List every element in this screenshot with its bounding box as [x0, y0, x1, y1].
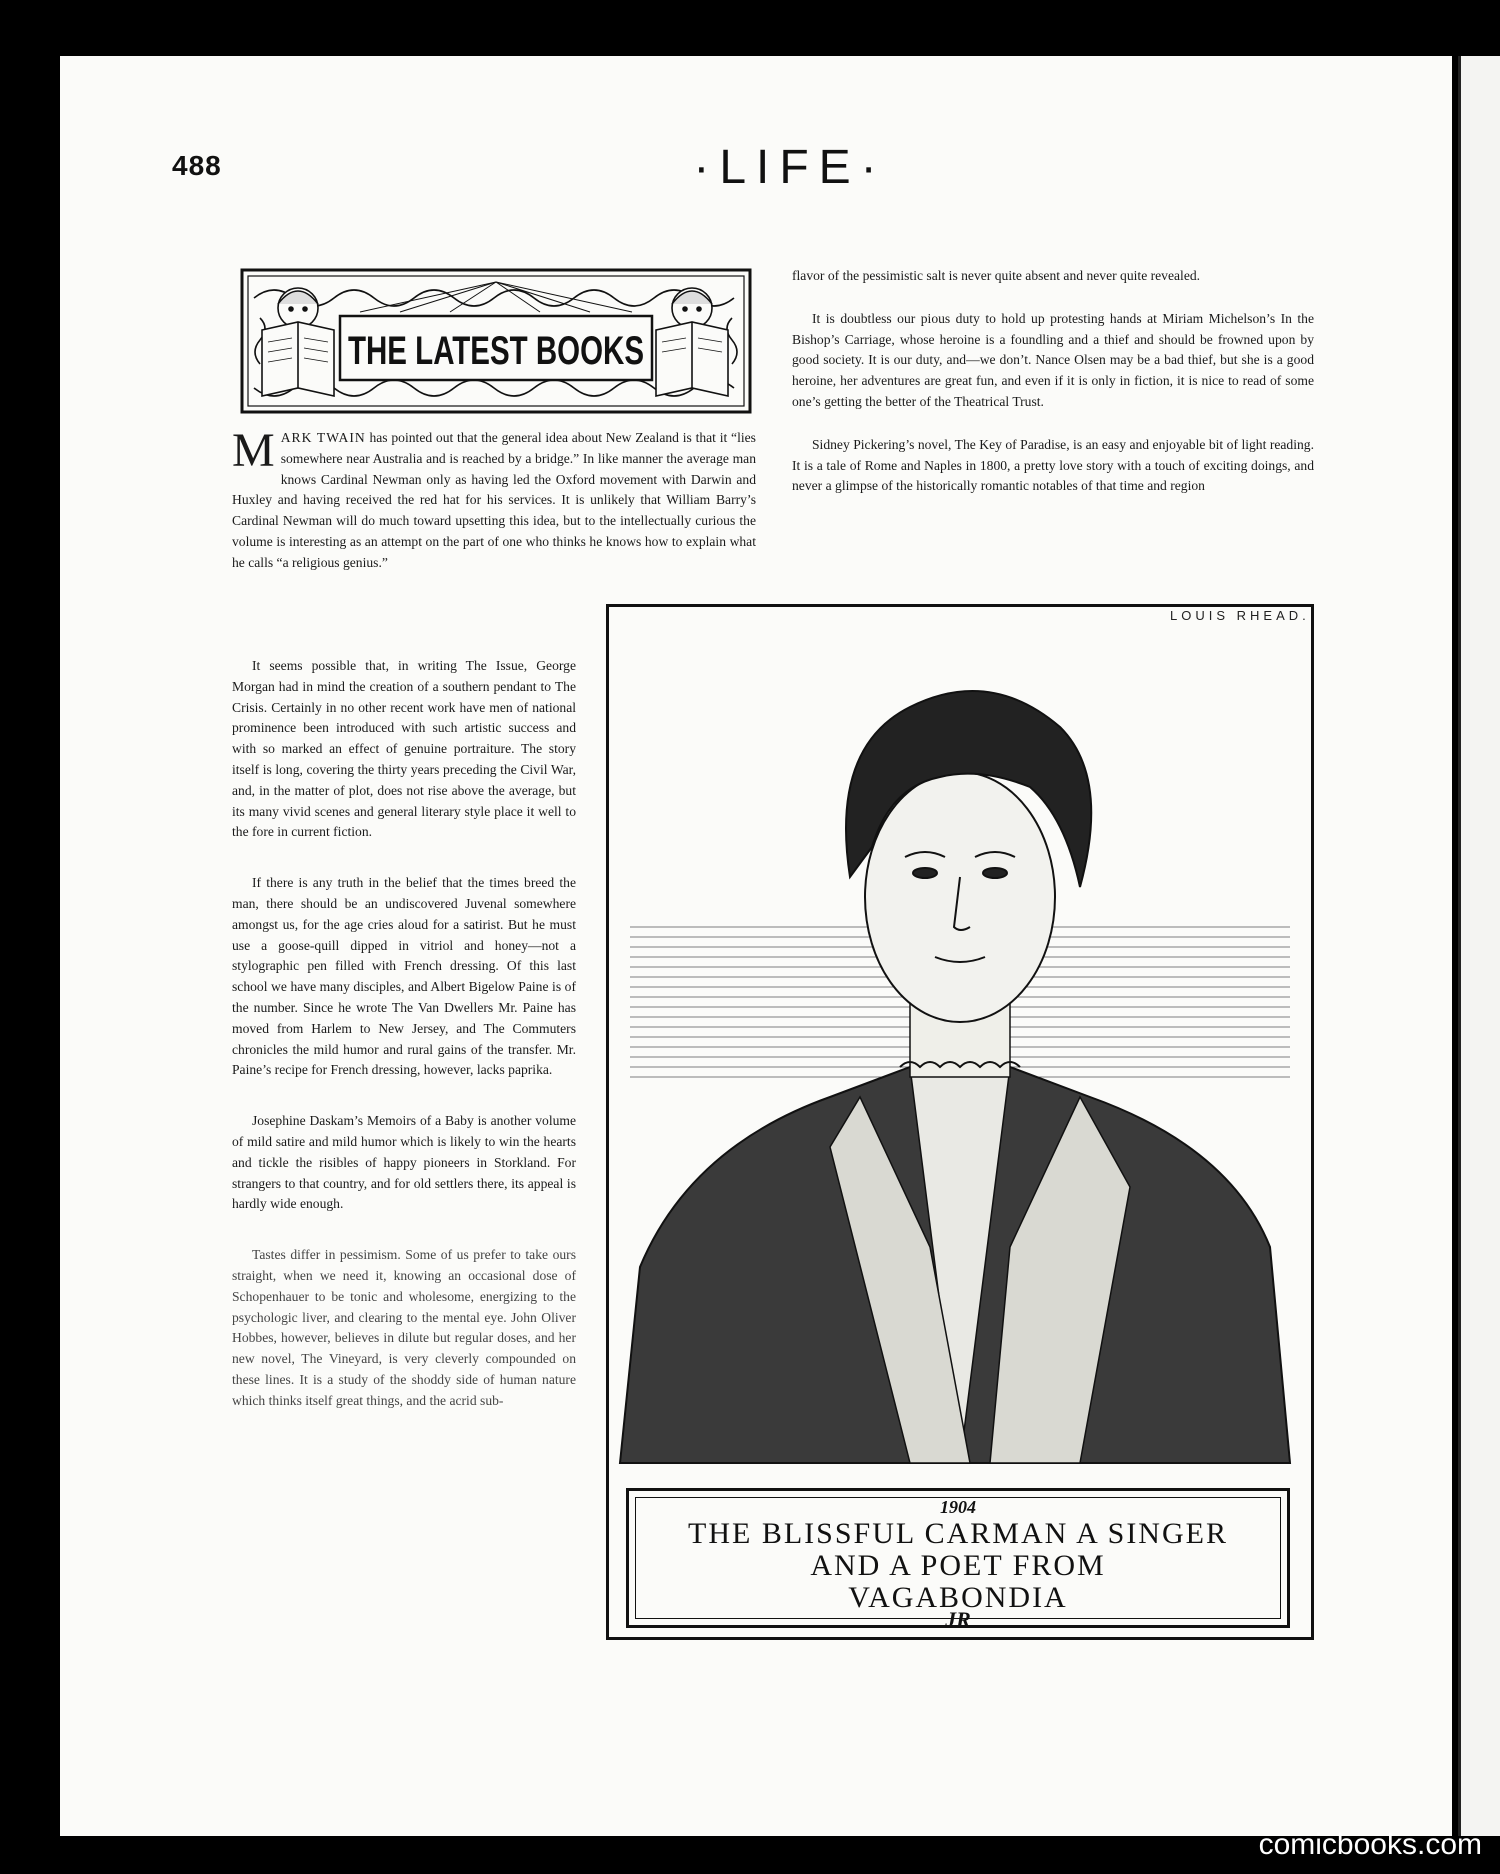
caption-monogram: JR [945, 1607, 971, 1632]
caption-line-1: THE BLISSFUL CARMAN A SINGER [688, 1517, 1228, 1550]
review-the-commuters: If there is any truth in the belief that the times breed the man, there should be an undiscovered Juvenal somewhere amongst us, for the age cries aloud for a satirist. But he must use a goose-quill dipped in vitriol and honey—not a stylographic pen filled with French dressing. Of this last school we have many disciples, and Albert Bigelow Paine is of the number. Since he wrote The Van Dwellers Mr. Paine has moved from Harlem to New Jersey, and The Commuters chronicles the mild humor and rural gains of the transfer. Mr. Paine’s recipe for French dressing, however, lacks paprika. [232, 875, 576, 1078]
caption-line-2: AND A POET FROM [810, 1549, 1106, 1582]
intro-paragraph [232, 424, 756, 604]
face [865, 772, 1055, 1022]
right-column [792, 266, 1314, 519]
left-column [232, 656, 576, 1442]
intro-lead: ARK TWAIN [280, 430, 366, 445]
review-key-of-paradise: Sidney Pickering’s novel, The Key of Paradise, is an easy and enjoyable bit of light reading. It is a tale of Rome and Naples in 1800, a pretty love story with a touch of exciting doings, and never a glimpse of the historically romantic notables of that time and region [792, 436, 1314, 494]
adjacent-page-edge [1458, 56, 1500, 1836]
intro-text: has pointed out that the general idea about New Zealand is that it “lies somewhere near Australia and is reached by a bridge.” In like manner the average man knows Cardinal Newman only as having led the Oxford movement with Darwin and Huxley and having received the red hat for his services. It is unlikely that William Barry’s Cardinal Newman will do much toward upsetting this idea, but to the intellectually curious the volume is interesting as an attempt on the part of one who thinks he knows how to explain what he calls “a religious genius.” [232, 430, 756, 570]
portrait-illustration [610, 608, 1310, 1482]
review-bishops-carriage: It is doubtless our pious duty to hold up protesting hands at Miriam Michelson’s In the Bishop’s Carriage, whose heroine is a foundling and a thief and should be frowned upon by good society. It is our duty, and—we don’t. Nance Olsen may be a bad thief, but she is a good heroine, her adventures are great fun, and even if it is only in fiction, it is nice to read of some one’s getting the better of the Theatrical Trust. [792, 310, 1314, 409]
dropcap: M [232, 424, 275, 477]
banner-title: THE LATEST BOOKS [348, 329, 644, 373]
watermark: comicbooks.com [1258, 1828, 1482, 1861]
review-memoirs-of-a-baby: Josephine Daskam’s Memoirs of a Baby is another volume of mild satire and mild humor which is likely to win the hearts and tickle the risibles of happy pioneers in Storkland. For strangers to that country, and for old settlers there, its appeal is hardly wide enough. [232, 1113, 576, 1212]
page-number: 488 [172, 150, 222, 181]
masthead-title: ·LIFE· [693, 141, 887, 194]
artist-signature: LOUIS RHEAD. [1170, 608, 1310, 623]
review-the-vineyard: Tastes differ in pessimism. Some of us prefer to take ours straight, when we need it, knowing an occasional dose of Schopenhauer to be tonic and wholesome, energizing to the psychologic liver, and clearing to the mental eye. John Oliver Hobbes, however, believes in dilute but regular doses, and her new novel, The Vineyard, is very cleverly compounded on these lines. It is a study of the shoddy side of human nature which thinks itself great things, and the acrid sub- [232, 1247, 576, 1408]
caption-line-3: VAGABONDIA [848, 1581, 1068, 1614]
review-the-issue: It seems possible that, in writing The Issue, George Morgan had in mind the creation of a southern pendant to The Crisis. Certainly in no other recent work have men of national prominence been introduced with such artistic success and with so marked an effect of genuine portraiture. The story itself is long, covering the thirty years preceding the Civil War, and, in the matter of plot, does not rise above the average, but its many vivid scenes and general literary style place it well to the fore in current fiction. [232, 658, 576, 840]
review-continuation: flavor of the pessimistic salt is never quite absent and never quite revealed. [792, 268, 1201, 283]
caption-year: 1904 [940, 1497, 976, 1517]
illustration-caption [626, 1488, 1290, 1632]
latest-books-banner [240, 268, 752, 414]
